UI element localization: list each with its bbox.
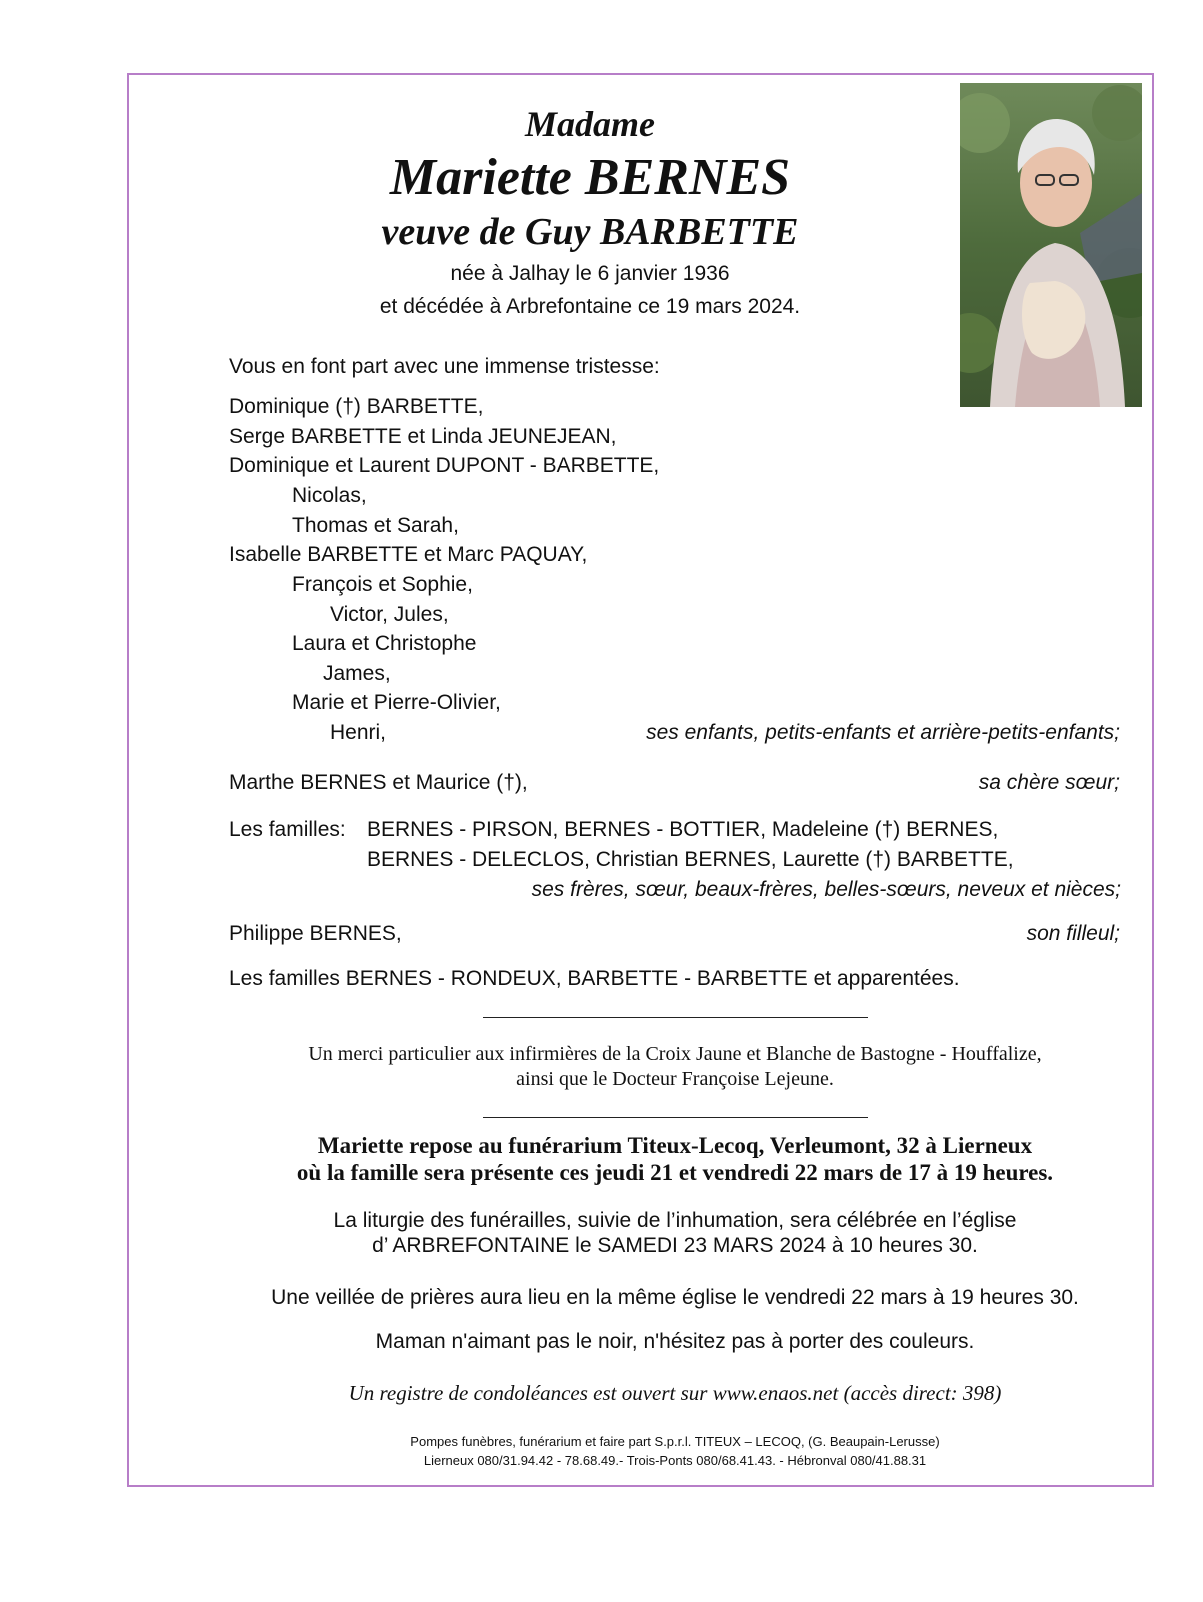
list-item: Victor, Jules, [330, 603, 449, 626]
list-item: Dominique et Laurent DUPONT - BARBETTE, [229, 454, 660, 477]
godson-line: Philippe BERNES, [229, 922, 402, 945]
list-item: Nicolas, [292, 484, 367, 507]
title-prefix: Madame [525, 104, 655, 144]
vigil-line: Une veillée de prières aura lieu en la même église le vendredi 22 mars à 19 heures 30. [271, 1286, 1079, 1309]
families-line-1: BERNES - PIRSON, BERNES - BOTTIER, Madeleine (†) BERNES, [367, 818, 999, 841]
list-item: Dominique (†) BARBETTE, [229, 395, 484, 418]
children-role: ses enfants, petits-enfants et arrière-petits-enfants; [646, 721, 1120, 744]
widow-of: veuve de Guy BARBETTE [381, 211, 799, 253]
families-label: Les familles: [229, 818, 346, 841]
list-item: Serge BARBETTE et Linda JEUNEJEAN, [229, 425, 617, 448]
list-item: Marie et Pierre-Olivier, [292, 691, 501, 714]
footer-line-2: Lierneux 080/31.94.42 - 78.68.49.- Trois-Ponts 080/68.41.43. - Hébronval 080/41.88.31 [423, 1453, 927, 1468]
portrait-photo-image [960, 83, 1142, 407]
list-item: James, [323, 662, 391, 685]
liturgy-line-2: d’ ARBREFONTAINE le SAMEDI 23 MARS 2024 à 10 heures 30. [372, 1234, 978, 1257]
related-families: Les familles BERNES - RONDEUX, BARBETTE - BARBETTE et apparentées. [229, 967, 960, 990]
birth-line: née à Jalhay le 6 janvier 1936 [450, 262, 730, 285]
thanks-line-2: ainsi que le Docteur Françoise Lejeune. [516, 1068, 834, 1090]
list-item: François et Sophie, [292, 573, 473, 596]
colors-note: Maman n'aimant pas le noir, n'hésitez pas à porter des couleurs. [375, 1330, 975, 1353]
condolence-register: Un registre de condoléances est ouvert sur www.enaos.net (accès direct: 398) [348, 1381, 1002, 1405]
deceased-name: Mariette BERNES [389, 149, 791, 206]
divider [483, 1017, 868, 1018]
liturgy-line-1: La liturgie des funérailles, suivie de l’inhumation, sera célébrée en l’église [333, 1209, 1017, 1232]
death-line: et décédée à Arbrefontaine ce 19 mars 2024. [379, 295, 801, 318]
families-role: ses frères, sœur, beaux-frères, belles-sœurs, neveux et nièces; [531, 878, 1121, 901]
godson-role: son filleul; [1026, 922, 1120, 945]
sister-line: Marthe BERNES et Maurice (†), [229, 771, 528, 794]
list-item: Henri, [330, 721, 387, 744]
footer-line-1: Pompes funèbres, funérarium et faire part S.p.r.l. TITEUX – LECOQ, (G. Beaupain-Lerusse) [410, 1434, 940, 1449]
rest-line-2: où la famille sera présente ces jeudi 21 et vendredi 22 mars de 17 à 19 heures. [296, 1160, 1054, 1185]
list-item: Thomas et Sarah, [292, 514, 459, 537]
rest-line-1: Mariette repose au funérarium Titeux-Lecoq, Verleumont, 32 à Lierneux [317, 1133, 1033, 1158]
families-line-2: BERNES - DELECLOS, Christian BERNES, Laurette (†) BARBETTE, [367, 848, 1014, 871]
list-item: Isabelle BARBETTE et Marc PAQUAY, [229, 543, 588, 566]
divider [483, 1117, 868, 1118]
announcement-intro: Vous en font part avec une immense tristesse: [229, 355, 660, 378]
portrait-photo [960, 83, 1142, 407]
list-item: Laura et Christophe [292, 632, 477, 655]
sister-role: sa chère sœur; [978, 771, 1120, 794]
thanks-line-1: Un merci particulier aux infirmières de la Croix Jaune et Blanche de Bastogne - Houffalize, [308, 1043, 1042, 1065]
